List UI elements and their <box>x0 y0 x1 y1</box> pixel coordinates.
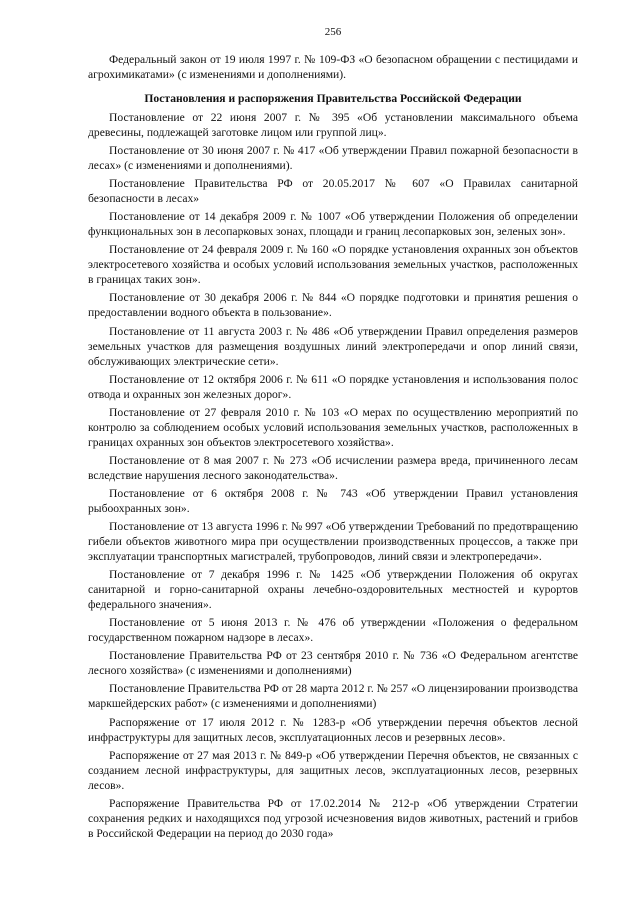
regulation-item: Постановление Правительства РФ от 28 марта 2012 г. № 257 «О лицензировании производства маркшейдерских работ» (с изменениями и дополнениями) <box>88 682 578 711</box>
regulation-item: Постановление от 30 декабря 2006 г. № 844 «О порядке подготовки и принятия решения о предоставлении водного объекта в пользование». <box>88 291 578 320</box>
regulation-item: Распоряжение Правительства РФ от 17.02.2014 № 212-р «Об утверждении Стратегии сохранения редких и находящихся под угрозой исчезновения видов животных, растений и грибов в Российской Федерации на период до 2030 года» <box>88 796 578 840</box>
regulation-item: Постановление от 22 июня 2007 г. № 395 «Об установлении максимального объема древесины, подлежащей заготовке лицом или группой лиц». <box>88 111 578 139</box>
regulation-item: Постановление от 14 декабря 2009 г. № 1007 «Об утверждении Положения об определении функциональных зон в лесопарковых зонах, площади и границ лесопарковых зон, зеленых зон». <box>88 210 578 239</box>
regulation-item: Распоряжение от 27 мая 2013 г. № 849-р «Об утверждении Перечня объектов, не связанных с созданием лесной инфраструктуры, для защитных лесов, эксплуатационных лесов, резервных лесов». <box>88 748 578 792</box>
regulation-item: Постановление от 12 октября 2006 г. № 611 «О порядке установления и использования полос отвода и охранных зон железных дорог». <box>88 372 578 401</box>
regulation-item: Постановление от 6 октября 2008 г. № 743 «Об утверждении Правил установления рыбоохранных зон». <box>88 486 578 515</box>
section-heading: Постановления и распоряжения Правительства Российской Федерации <box>144 92 522 105</box>
intro-paragraph: Федеральный закон от 19 июля 1997 г. № 109-ФЗ «О безопасном обращении с пестицидами и агрохимикатами» (с изменениями и дополнениями). <box>88 53 578 81</box>
regulation-item: Постановление Правительства РФ от 23 сентября 2010 г. № 736 «О Федеральном агентстве лесного хозяйства» (с изменениями и дополнениями) <box>88 649 578 678</box>
regulation-item: Распоряжение от 17 июля 2012 г. № 1283-р «Об утверждении перечня объектов лесной инфраструктуры для защитных лесов, эксплуатационных лесов и резервных лесов». <box>88 715 578 744</box>
regulation-item: Постановление от 5 июня 2013 г. № 476 об утверждении «Положения о федеральном государственном пожарном надзоре в лесах». <box>88 616 578 645</box>
regulation-list <box>88 110 578 844</box>
intro-block <box>88 52 578 82</box>
regulation-item: Постановление Правительства РФ от 20.05.2017 № 607 «О Правилах санитарной безопасности в лесах» <box>88 177 578 206</box>
page-number: 256 <box>324 26 342 38</box>
regulation-item: Постановление от 7 декабря 1996 г. № 1425 «Об утверждении Положения об округах санитарной и горно-санитарной охраны лечебно-оздоровительных местностей и курортов федерального значения». <box>88 568 578 612</box>
regulation-item: Постановление от 13 августа 1996 г. № 997 «Об утверждении Требований по предотвращению гибели объектов животного мира при осуществлении производственных процессов, а также при эксплуатации транспортных магистралей, трубопроводов, линий связи и электропередачи». <box>88 520 578 564</box>
regulation-item: Постановление от 30 июня 2007 г. № 417 «Об утверждении Правил пожарной безопасности в лесах» (с изменениями и дополнениями). <box>88 144 578 173</box>
regulation-item: Постановление от 24 февраля 2009 г. № 160 «О порядке установления охранных зон объектов электросетевого хозяйства и особых условий использования земельных участков, расположенных в границах таких зон». <box>88 243 578 287</box>
regulation-item: Постановление от 8 мая 2007 г. № 273 «Об исчислении размера вреда, причиненного лесам вследствие нарушения лесного законодательства». <box>88 453 578 482</box>
regulation-item: Постановление от 27 февраля 2010 г. № 103 «О мерах по осуществлению мероприятий по контролю за соблюдением особых условий использования земельных участков, расположенных в границах охранных зон объектов электросетевого хозяйства». <box>88 405 578 449</box>
regulation-item: Постановление от 11 августа 2003 г. № 486 «Об утверждении Правил определения размеров земельных участков для размещения воздушных линий электропередачи и опор линий связи, обслуживающих электрические сети». <box>88 324 578 368</box>
